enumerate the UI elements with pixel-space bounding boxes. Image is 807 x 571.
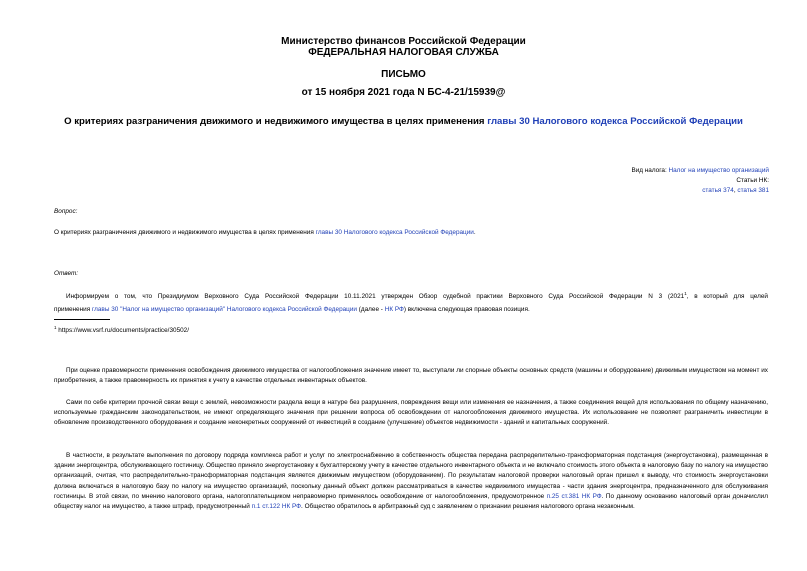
question-label: Вопрос: <box>54 208 78 215</box>
article-381-link[interactable]: статья 381 <box>737 187 769 194</box>
answer-p1-line2-c: ) включена следующая правовая позиция. <box>403 306 530 313</box>
footnote <box>54 323 189 336</box>
answer-p1-line2-b: (далее - <box>356 306 385 313</box>
footnote-mark: 1 <box>54 325 57 330</box>
paragraph-4 <box>54 451 768 512</box>
articles-separator: , <box>733 187 738 194</box>
footnote-divider <box>54 319 110 320</box>
p25-st381-link[interactable]: п.25 ст.381 НК РФ <box>546 492 602 500</box>
answer-p1-line2-a: применения <box>54 306 92 313</box>
tax-type-line <box>369 166 769 176</box>
question-text-body: О критериях разграничения движимого и недвижимого имущества в целях применения <box>54 229 316 236</box>
question-text <box>54 228 774 238</box>
answer-paragraph-line1 <box>54 289 768 302</box>
answer-p1-a: Информируем о том, что Президиумом Верховного Суда Российской Федерации 10.11.2021 утвержден Обзор судебной практики Верховного Суда Российской Федерации N 3 (2021 <box>66 293 685 301</box>
p1-st122-link[interactable]: п.1 ст.122 НК РФ <box>251 503 302 511</box>
chapter-30-link[interactable]: главы 30 "Налог на имущество организаций" Налогового кодекса Российской Федерации <box>91 306 357 313</box>
answer-label: Ответ: <box>54 270 79 277</box>
answer-p1-b: , в который для целей <box>686 293 768 301</box>
nk-rf-link[interactable]: НК РФ <box>384 306 404 313</box>
paragraph-3: Сами по себе критерии прочной связи вещи с землей, невозможности раздела вещи в натуре без разрушения, повреждения вещи или изменения ее назначения, а также соединения вещей для использования по общему назначению, используемые гражданским законодательством, не имеют определяющего значения при решении вопроса об освобождении от налогообложения движимого имущества. Их использование не позволяет разграничить инвестиции в обновление производственного оборудования и создание неконкретных сооружений от инвестиций в создание (улучшение) объектов недвижимости - зданий и капитальных сооружений. <box>54 399 768 427</box>
tax-type-label: Вид налога: <box>631 167 669 174</box>
answer-paragraph-line2 <box>54 305 768 315</box>
service-title: ФЕДЕРАЛЬНАЯ НАЛОГОВАЯ СЛУЖБА <box>308 47 499 58</box>
footnote-url[interactable]: https://www.vsrf.ru/documents/practice/30502/ <box>56 327 190 335</box>
question-end: . <box>473 229 476 236</box>
paragraph-4-a: В частности, в результате выполнения по договору подряда комплекса работ и услуг по электроснабжению в собственность общества передана распределительно-трансформаторная подстанция (энергоустановка), размещенная в здании энергоцентра, обслуживающего гостиницу. Общество приняло энергоустановку к бухгалтерскому учету в качестве отдельного инвентарного объекта и не включало стоимость этого объекта в налоговую базу по налогу на имущество организаций, считая, что распределительно-трансформаторная подстанция является движимым имуществом (оборудованием). По результатам налоговой проверки налоговый орган пришел к выводу, что стоимость энергоустановки должна включаться в налоговую базу по налогу на имущество организаций, поскольку данный объект должен рассматриваться в качестве недвижимого имущества - части здания энергоцентра, предназначенного для обслуживания гостиницы. В этой связи, по мнению налогового органа, налогоплательщиком неправомерно применялось освобождение от налогообложения, предусмотренное <box>54 452 768 500</box>
subject-link[interactable]: главы 30 Налогового кодекса Российской Федерации <box>487 116 743 127</box>
ministry-title: Министерство финансов Российской Федерации <box>281 36 526 47</box>
article-374-link[interactable]: статья 374 <box>702 187 734 194</box>
subject-text: О критериях разграничения движимого и недвижимого имущества в целях применения <box>64 116 488 127</box>
tax-type-link[interactable]: Налог на имущество организаций <box>668 167 769 174</box>
articles-links <box>369 186 769 196</box>
document-date-number: от 15 ноября 2021 года N БС-4-21/15939@ <box>301 87 506 98</box>
paragraph-2: При оценке правомерности применения освобождения движимого имущества от налогообложения значение имеет то, выступали ли спорные объекты основных средств (машины и оборудование) движимым имуществом на момент их приобретения, а также правомерность их принятия к учету в качестве отдельных инвентарных объектов. <box>54 367 768 385</box>
document-type: ПИСЬМО <box>381 69 426 80</box>
document-subject <box>0 116 807 127</box>
footnote-ref[interactable]: 1 <box>684 291 687 296</box>
articles-label: Статьи НК: <box>736 177 769 184</box>
paragraph-4-b: . По данному основанию налоговый орган доначислил обществу налог на имущество, а также штраф, предусмотренный <box>54 492 768 511</box>
question-link[interactable]: главы 30 Налогового кодекса Российской Федерации <box>315 229 474 236</box>
paragraph-4-c: . Общество обратилось в арбитражный суд с заявлением о признании решения налогового органа незаконным. <box>301 503 635 511</box>
